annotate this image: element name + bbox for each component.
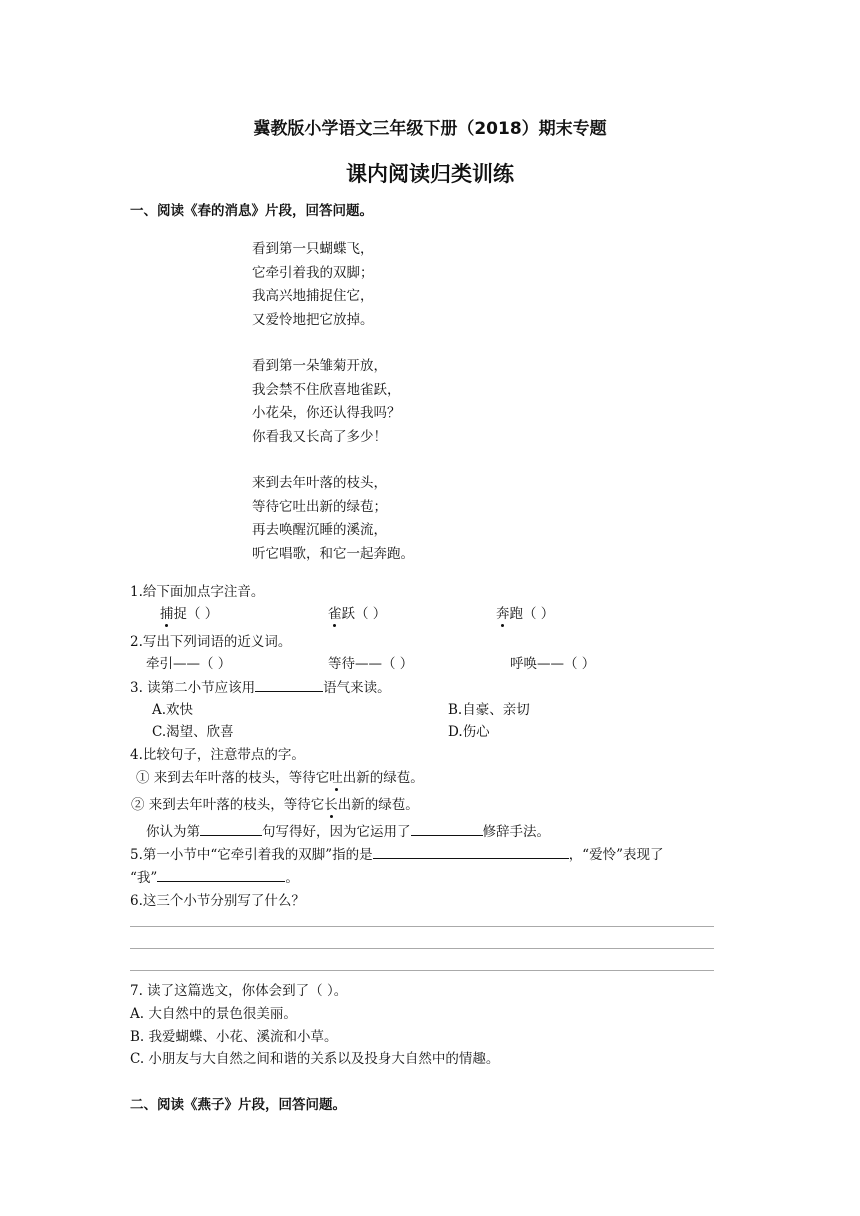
stem-part: “我” — [130, 870, 158, 886]
answer-line[interactable] — [130, 970, 714, 971]
item-rest: 跑（ ） — [509, 606, 555, 622]
answer-line[interactable] — [130, 926, 714, 927]
section-1-heading: 一、阅读《春的消息》片段，回答问题。 — [130, 203, 373, 219]
question-7-option-a[interactable]: A. 大自然中的景色很美丽。 — [130, 1006, 297, 1022]
dotted-char: 吐 — [329, 766, 343, 786]
poem-stanza-2 — [252, 355, 414, 449]
dotted-char: 长 — [324, 793, 338, 813]
poem-stanza-3 — [252, 472, 414, 566]
sentence-part: ① 来到去年叶落的枝头，等待它 — [136, 770, 330, 786]
dotted-char: 捕 — [160, 602, 174, 622]
poem-line: 看到第一朵雏菊开放， — [252, 358, 387, 374]
question-5-line-1 — [130, 843, 664, 863]
answer-blank[interactable] — [411, 823, 483, 836]
poem-line: 等待它吐出新的绿苞； — [252, 498, 387, 515]
question-1-item-2 — [328, 602, 386, 622]
poem-line: 来到去年叶落的枝头， — [252, 475, 387, 491]
poem-line: 你看我又长高了多少！ — [252, 428, 387, 445]
poem-line: 它牵引着我的双脚； — [252, 264, 374, 281]
dotted-char: 雀 — [328, 602, 342, 622]
question-3-option-c[interactable]: C.渴望、欣喜 — [152, 724, 234, 740]
section-2-heading: 二、阅读《燕子》片段，回答问题。 — [130, 1097, 346, 1113]
question-4-fill — [146, 820, 550, 840]
question-2-stem: 2.写出下列词语的近义词。 — [130, 634, 292, 650]
poem-line: 小花朵，你还认得我吗？ — [252, 405, 401, 421]
question-3-stem — [130, 676, 391, 696]
question-1-item-3 — [496, 602, 554, 622]
dotted-char: 奔 — [496, 602, 510, 622]
question-3-option-a[interactable]: A.欢快 — [152, 702, 194, 718]
stem-part: 语气来读。 — [323, 680, 391, 696]
question-2-item-2: 等待——（ ） — [328, 656, 414, 672]
poem-stanza-1 — [252, 238, 414, 332]
question-7-option-c[interactable]: C. 小朋友与大自然之间和谐的关系以及投身大自然中的情趣。 — [130, 1051, 500, 1067]
poem-line: 看到第一只蝴蝶飞， — [252, 241, 374, 257]
answer-blank[interactable] — [200, 823, 262, 836]
poem-line: 再去唤醒沉睡的溪流， — [252, 522, 387, 538]
poem-line: 我会禁不住欣喜地雀跃， — [252, 381, 401, 398]
sentence-part: ② 来到去年叶落的枝头，等待它 — [131, 797, 325, 813]
poem-line: 又爱怜地把它放掉。 — [252, 311, 374, 328]
answer-blank[interactable] — [255, 679, 323, 692]
answer-line[interactable] — [130, 948, 714, 949]
question-7-option-b[interactable]: B. 我爱蝴蝶、小花、溪流和小草。 — [130, 1029, 338, 1045]
question-4-sentence-2 — [131, 793, 419, 813]
question-7-stem: 7. 读了这篇选文，你体会到了（ ）。 — [130, 983, 348, 999]
answer-blank[interactable] — [373, 846, 569, 859]
item-rest: 捉（ ） — [173, 606, 219, 622]
answer-blank[interactable] — [157, 869, 285, 882]
question-2-item-1: 牵引——（ ） — [146, 656, 232, 672]
question-3-option-b[interactable]: B.自豪、亲切 — [448, 702, 530, 718]
question-4-stem: 4.比较句子，注意带点的字。 — [130, 747, 305, 763]
sentence-part: 出新的绿苞。 — [342, 770, 424, 786]
stem-part: 5.第一小节中“它牵引着我的双脚”指的是 — [130, 847, 373, 863]
question-4-sentence-1 — [136, 766, 424, 786]
question-2-item-3: 呼唤——（ ） — [510, 656, 596, 672]
stem-part: ，“爱怜”表现了 — [568, 847, 664, 863]
question-5-line-2 — [130, 866, 299, 886]
document-subtitle: 课内阅读归类训练 — [346, 162, 514, 186]
stem-part: 3. 读第二小节应该用 — [130, 680, 256, 696]
question-6-stem: 6.这三个小节分别写了什么？ — [130, 893, 305, 909]
fill-part: 修辞手法。 — [482, 824, 550, 840]
item-rest: 跃（ ） — [341, 606, 387, 622]
sentence-part: 出新的绿苞。 — [337, 797, 419, 813]
question-1-item-1 — [160, 602, 218, 622]
fill-part: 你认为第 — [146, 824, 200, 840]
poem-line: 我高兴地捕捉住它， — [252, 288, 374, 304]
question-3-option-d[interactable]: D.伤心 — [448, 724, 490, 740]
document-title: 冀教版小学语文三年级下册（2018）期末专题 — [253, 119, 607, 139]
fill-part: 句写得好，因为它运用了 — [262, 824, 411, 840]
stem-part: 。 — [285, 870, 299, 886]
poem-line: 听它唱歌，和它一起奔跑。 — [252, 545, 414, 562]
poem-excerpt — [252, 238, 414, 566]
question-1-stem: 1.给下面加点字注音。 — [130, 584, 265, 600]
